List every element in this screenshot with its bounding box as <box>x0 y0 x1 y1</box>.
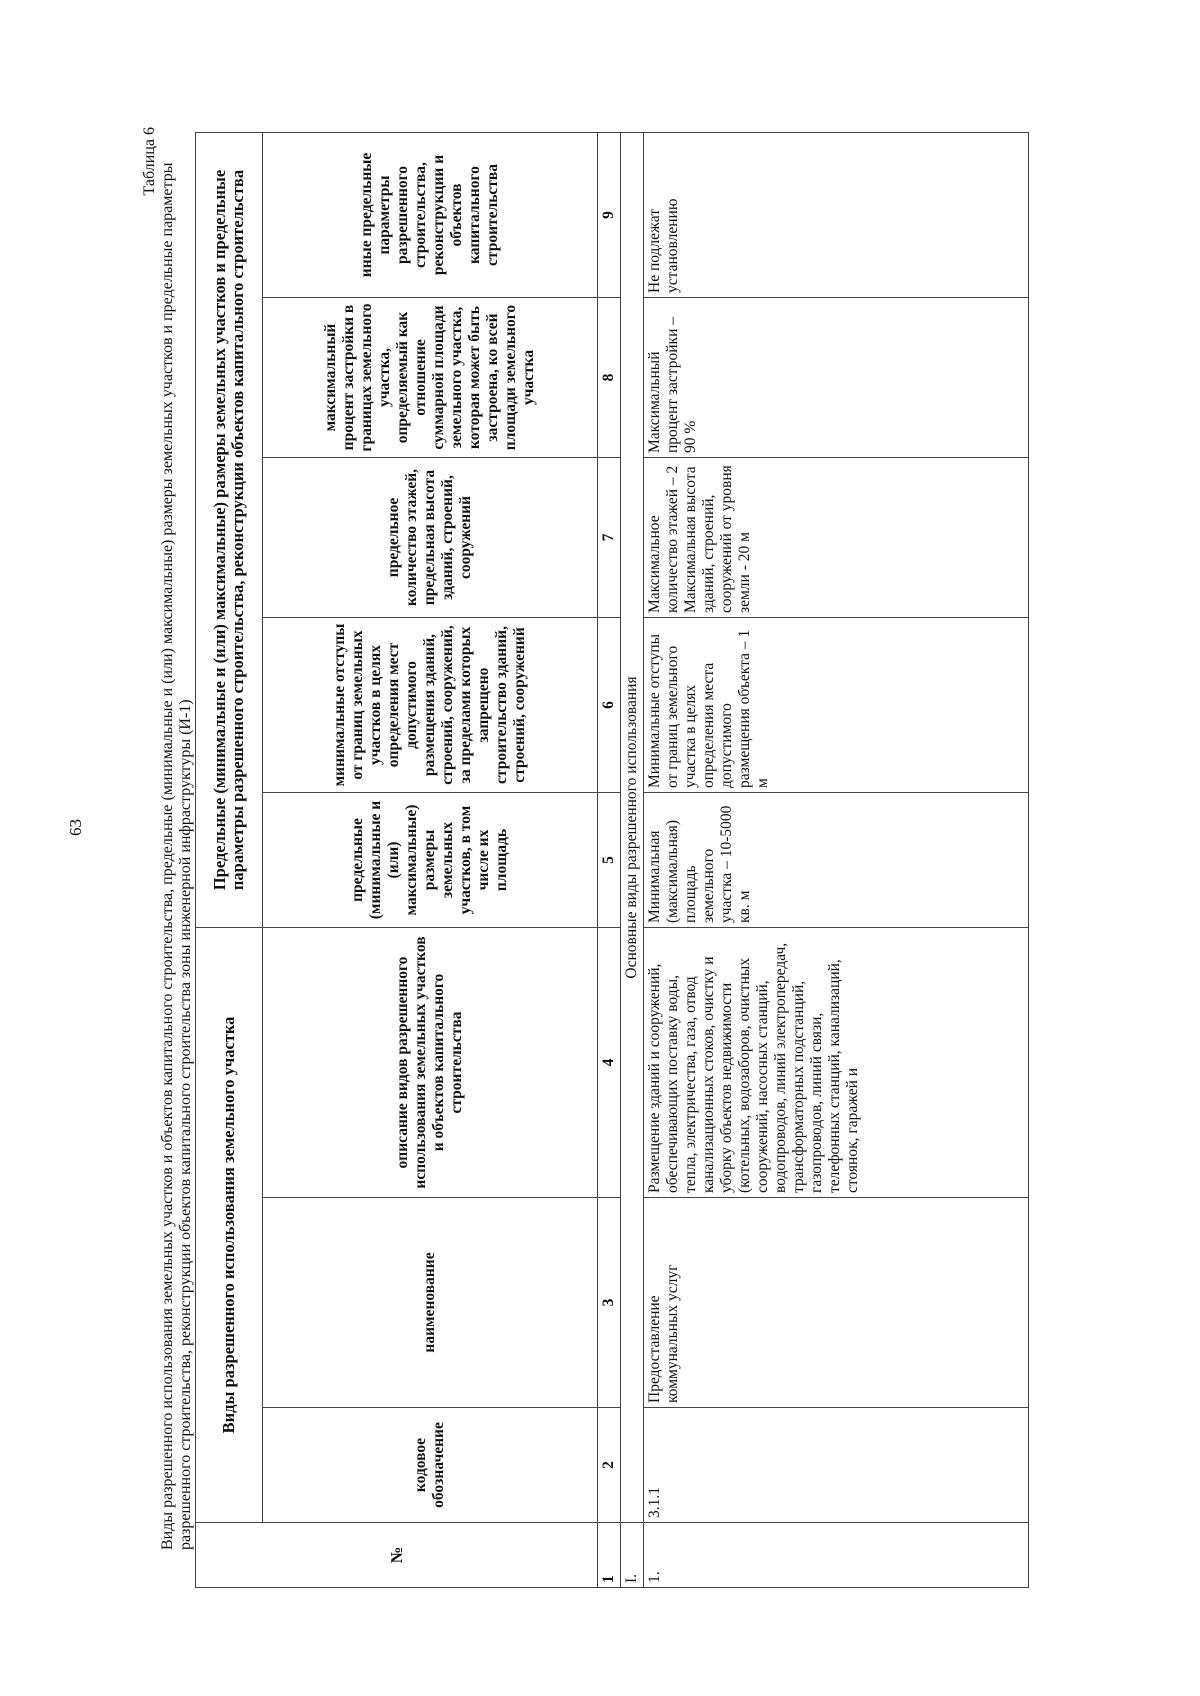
table-caption: Таблица 6 <box>141 127 158 196</box>
row-code: 3.1.1 <box>644 1408 1029 1523</box>
section-title: Основные виды разрешенного использования <box>621 132 644 1522</box>
header-coverage: максимальный процент застройки в границах земельного участка, определяемый как отношение суммарной площади земельного участка, которая может быть застроена, ко всей площади земельного участка <box>263 298 598 458</box>
row-floors-height: Максимальное количество этажей – 2 Максимальная высота зданий, строений, сооружений от уровня земли - 20 м <box>644 458 1029 618</box>
header-name: наименование <box>263 1198 598 1408</box>
row-number: 1. <box>644 1523 1029 1588</box>
header-other: иные предельные параметры разрешенного строительства, реконструкции и объектов капитального строительства <box>263 132 598 297</box>
column-number: 1 <box>598 1523 621 1588</box>
header-row-group <box>196 132 263 1587</box>
table-row <box>644 132 1029 1587</box>
page-number: 63 <box>66 819 85 836</box>
row-plot-size: Минимальная (максимальная) площадь земельного участка – 10-5000 кв. м <box>644 793 1029 928</box>
header-row-columns <box>263 132 598 1587</box>
column-number: 3 <box>598 1198 621 1408</box>
row-description: Размещение зданий и сооружений, обеспечивающих поставку воды, тепла, электричества, газа, отвод канализационных стоков, очистку и уборку объектов недвижимости (котельных, водозаборов, очистных сооружений, насосных станций, водопроводов, линий электропередач, трансформаторных подстанций, газопроводов, линий связи, телефонных станций, канализаций, стоянок, гаражей и <box>644 928 1029 1198</box>
column-number: 9 <box>598 132 621 297</box>
column-numbers-row <box>598 132 621 1587</box>
column-number: 7 <box>598 458 621 618</box>
row-name: Предоставление коммунальных услуг <box>644 1198 1029 1408</box>
column-number: 6 <box>598 618 621 793</box>
header-code: кодовое обозначение <box>263 1408 598 1523</box>
row-coverage: Максимальный процент застройки – 90 % <box>644 298 1029 458</box>
table-title: Виды разрешенного использования земельных участков и объектов капитального строительства, предельные (минимальные и (или) максимальные) размеры земельных участков и предельные параметры разрешенного строительства, реконструкции объектов капитального строительства зоны инженерной инфраструктуры (И-1) <box>159 162 194 1550</box>
header-group-use-types: Виды разрешенного использования земельного участка <box>196 928 263 1523</box>
header-number: № <box>196 1523 598 1588</box>
row-other: Не подлежат установлению <box>644 132 1029 297</box>
rotated-page-content <box>140 123 1060 1598</box>
header-plot-size: предельные (минимальные и (или) максимальные) размеры земельных участков, в том числе их площадь <box>263 793 598 928</box>
section-row <box>621 132 644 1587</box>
section-number: I. <box>621 1523 644 1588</box>
row-setbacks: Минимальные отступы от границ земельного участка в целях определения места допустимого размещения объекта – 1 м <box>644 618 1029 793</box>
column-number: 2 <box>598 1408 621 1523</box>
column-number: 4 <box>598 928 621 1198</box>
header-setbacks: минимальные отступы от границ земельных участков в целях определения мест допустимого размещения зданий, строений, сооружений, за пределами которых запрещено строительство зданий, строений, сооружений <box>263 618 598 793</box>
header-description: описание видов разрешенного использования земельных участков и объектов капитального строительства <box>263 928 598 1198</box>
zoning-table <box>195 132 1029 1588</box>
header-group-parameters: Предельные (минимальные и (или) максимальные) размеры земельных участков и предельные параметры разрешенного строительства, реконструкции объектов капитального строительства <box>196 132 263 927</box>
column-number: 8 <box>598 298 621 458</box>
header-floors-height: предельное количество этажей, предельная высота зданий, строений, сооружений <box>263 458 598 618</box>
column-number: 5 <box>598 793 621 928</box>
